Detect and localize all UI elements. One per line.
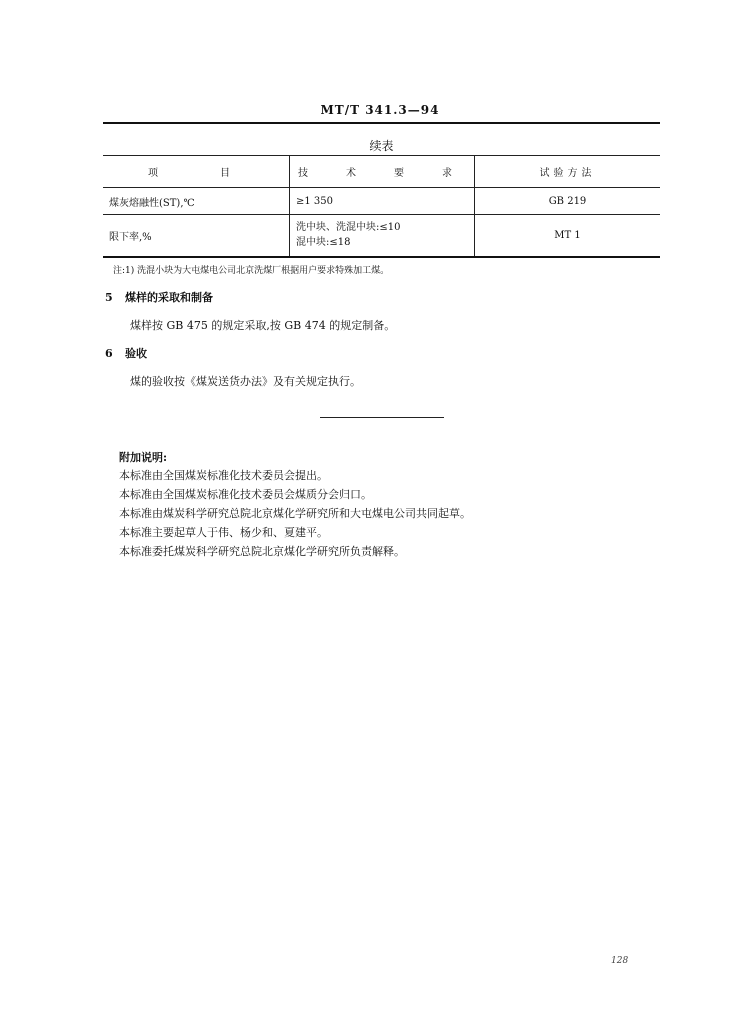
addendum-line: 本标准由全国煤炭标准化技术委员会提出。 bbox=[119, 469, 328, 482]
section-paragraph: 煤样按 GB 475 的规定采取,按 GB 474 的规定制备。 bbox=[130, 319, 396, 332]
standard-code-header: MT/T 341.3—94 bbox=[320, 103, 440, 117]
addendum-line: 本标准由全国煤炭标准化技术委员会煤质分会归口。 bbox=[119, 488, 372, 501]
requirement-line: 洗中块、洗混中块:≤10 bbox=[296, 222, 401, 234]
section-number: 5 bbox=[105, 291, 113, 304]
row-item: 煤灰熔融性(ST),℃ bbox=[103, 188, 290, 215]
section-heading bbox=[105, 345, 147, 361]
row-method: MT 1 bbox=[475, 215, 661, 257]
section-title: 煤样的采取和制备 bbox=[125, 291, 213, 304]
row-requirement: ≥1 350 bbox=[290, 188, 475, 215]
column-header-method: 试验方法 bbox=[475, 156, 661, 188]
header-rule bbox=[103, 122, 660, 124]
table-caption: 续表 bbox=[369, 139, 394, 153]
row-requirements bbox=[290, 215, 475, 257]
column-header-item: 项 目 bbox=[103, 156, 290, 188]
addendum-line: 本标准委托煤炭科学研究总院北京煤化学研究所负责解释。 bbox=[119, 545, 405, 558]
end-rule bbox=[320, 417, 444, 418]
addendum-line: 本标准由煤炭科学研究总院北京煤化学研究所和大屯煤电公司共同起草。 bbox=[119, 507, 471, 520]
table-row bbox=[103, 188, 660, 215]
table-row bbox=[103, 215, 660, 257]
section-paragraph: 煤的验收按《煤炭送货办法》及有关规定执行。 bbox=[130, 375, 361, 388]
page-number: 128 bbox=[611, 956, 629, 966]
column-header-requirements: 技 术 要 求 bbox=[290, 156, 475, 188]
addendum-line: 本标准主要起草人于伟、杨少和、夏建平。 bbox=[119, 526, 328, 539]
section-number: 6 bbox=[105, 347, 113, 360]
row-method: GB 219 bbox=[475, 188, 661, 215]
section-heading bbox=[105, 289, 213, 305]
section-title: 验收 bbox=[125, 347, 147, 360]
table-header-row bbox=[103, 156, 660, 188]
row-item: 限下率,% bbox=[103, 215, 290, 257]
spec-table bbox=[103, 155, 660, 258]
requirement-line: 混中块:≤18 bbox=[296, 237, 351, 249]
addendum-title: 附加说明: bbox=[119, 451, 168, 464]
table-note: 注:1) 洗混小块为大屯煤电公司北京洗煤厂根据用户要求特殊加工煤。 bbox=[113, 266, 390, 276]
